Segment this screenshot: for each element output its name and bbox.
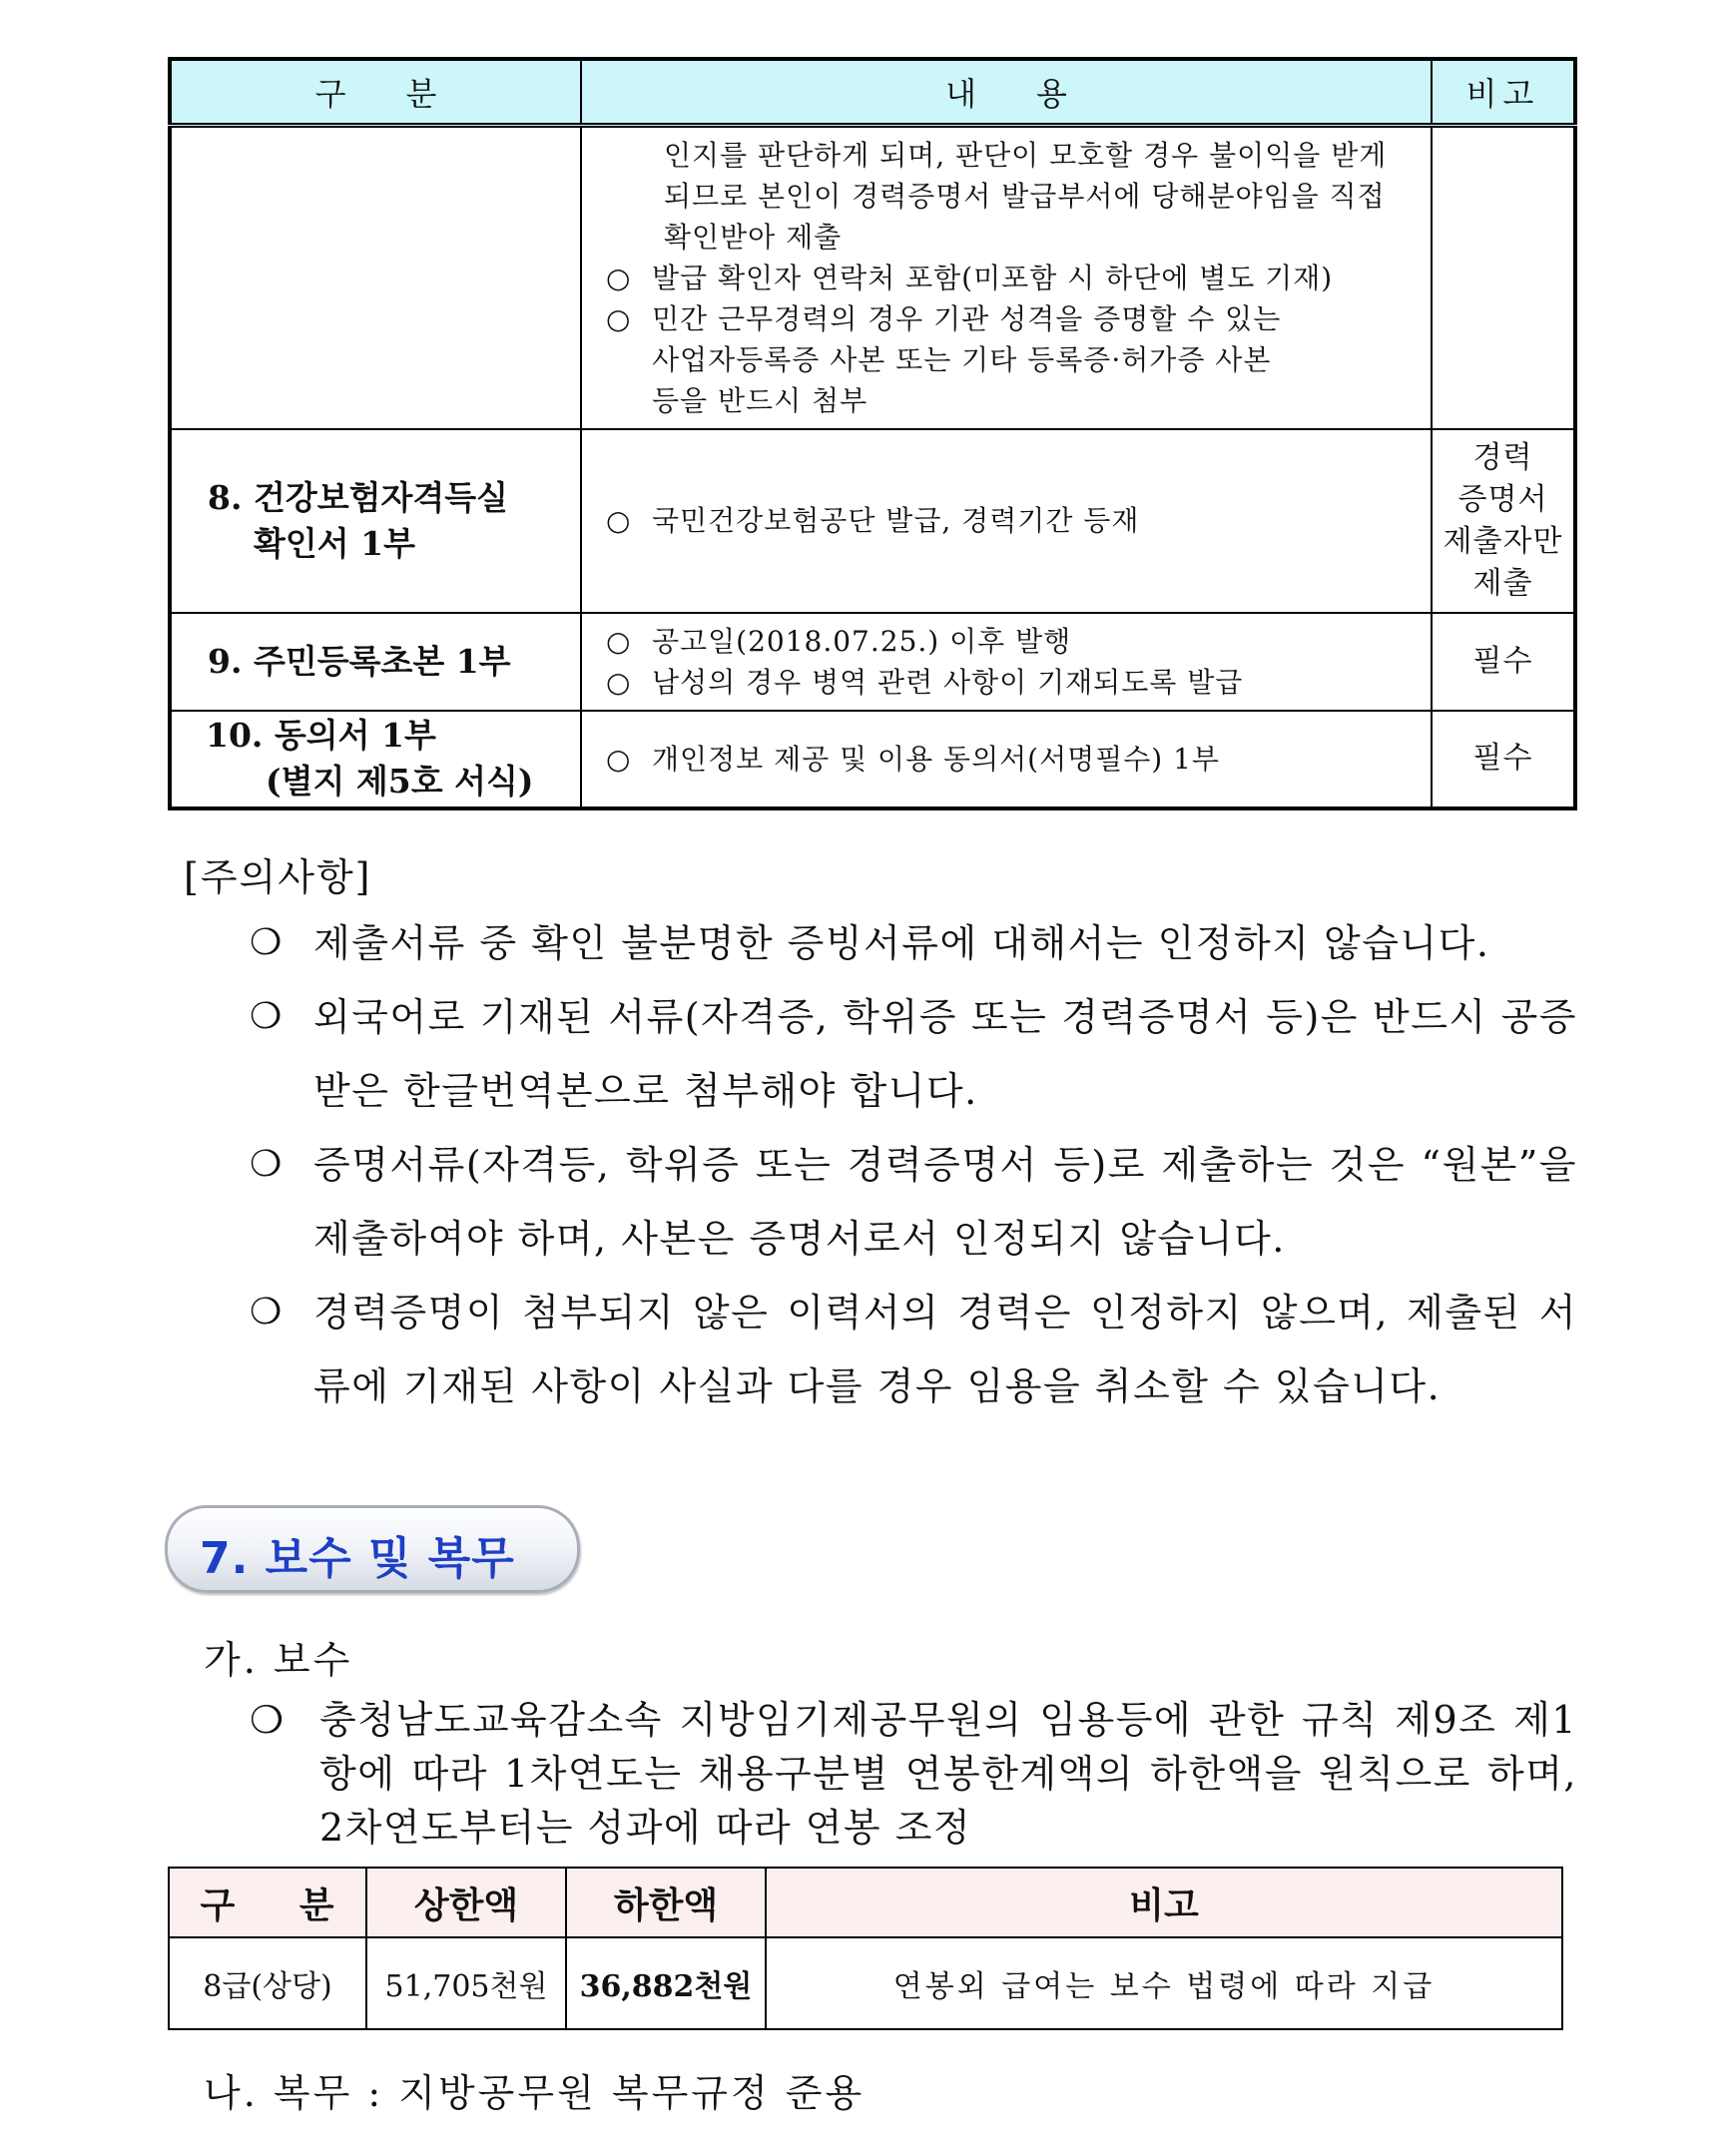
bullet-mark: ○: [606, 301, 632, 335]
category-label: 10. 동의서 1부: [206, 716, 436, 755]
content-line: 되므로 본인이 경력증명서 발급부서에 당해분야임을 직접: [664, 179, 1386, 213]
category-cell: [170, 613, 581, 711]
list-item: [250, 906, 1577, 980]
content-text: 개인정보 제공 및 이용 동의서(서명필수) 1부: [652, 742, 1220, 776]
list-item: [250, 1276, 1577, 1423]
pay-min-cell: 36,882천원: [566, 1937, 766, 2029]
content-cell: [581, 613, 1432, 711]
remark-cell: 필수: [1432, 711, 1575, 808]
bullet-mark: ○: [606, 504, 632, 537]
table-row: [170, 711, 1575, 808]
pay-header-min: 하한액: [566, 1868, 766, 1937]
category-cell: [170, 711, 581, 808]
table-row: [170, 613, 1575, 711]
content-text: 공고일(2018.07.25.) 이후 발행: [652, 624, 1072, 658]
list-item: [606, 500, 1423, 541]
content-text: 민간 근무경력의 경우 기관 성격을 증명할 수 있는 사업자등록증 사본 또는 기타 등록증·허가증 사본 등을 반드시 첨부: [652, 301, 1282, 417]
pay-remark-cell: 연봉외 급여는 보수 법령에 따라 지급: [766, 1937, 1562, 2029]
header-remark: 비고: [1432, 59, 1575, 126]
content-cell: [581, 126, 1432, 429]
list-item: [606, 258, 1423, 298]
table-row: [170, 126, 1575, 429]
pay-table: [168, 1867, 1563, 2030]
list-item: [606, 662, 1423, 703]
content-line: 인지를 판단하게 되며, 판단이 모호할 경우 불이익을 받게: [664, 138, 1388, 172]
header-content: 내용: [581, 59, 1432, 126]
category-label: (별지 제5호 서식): [266, 762, 534, 801]
circle-bullet-icon: ❍: [250, 1698, 286, 1742]
list-item: [606, 739, 1423, 780]
header-category: 구분: [170, 59, 581, 126]
circle-bullet-icon: ❍: [250, 922, 284, 963]
table-header-row: [170, 59, 1575, 126]
list-item: [250, 980, 1577, 1128]
pay-note: [250, 1693, 1577, 1855]
content-cell: [581, 711, 1432, 808]
content-cell: [581, 429, 1432, 613]
section-title: 7. 보수 및 복무: [200, 1533, 515, 1584]
note-text: 외국어로 기재된 서류(자격증, 학위증 또는 경력증명서 등)은 반드시 공증 받은 한글번역본으로 첨부해야 합니다.: [313, 995, 1577, 1113]
remark-cell: 경력 증명서 제출자만 제출: [1432, 429, 1575, 613]
category-label: 8. 건강보험자격득실: [208, 477, 508, 517]
note-text: 증명서류(자격등, 학위증 또는 경력증명서 등)로 제출하는 것은 “원본”을 제출하여야 하며, 사본은 증명서로서 인정되지 않습니다.: [313, 1143, 1577, 1261]
pay-max-cell: 51,705천원: [366, 1937, 566, 2029]
content-text: 발급 확인자 연락처 포함(미포함 시 하단에 별도 기재): [652, 261, 1334, 294]
pay-table-header-row: [169, 1868, 1562, 1937]
documents-table: [168, 57, 1577, 810]
pay-header-category: 구 분: [169, 1868, 366, 1937]
table-row: [170, 429, 1575, 613]
precautions-heading: [주의사항]: [184, 855, 372, 899]
pay-grade-cell: 8급(상당): [169, 1937, 366, 2029]
list-item: [250, 1128, 1577, 1276]
table-row: [169, 1937, 1562, 2029]
duty-line: 나. 복무 : 지방공무원 복무규정 준용: [204, 2071, 866, 2115]
precautions-list: [250, 906, 1577, 1423]
list-item: [606, 621, 1423, 662]
category-label: 9. 주민등록초본 1부: [208, 641, 511, 681]
circle-bullet-icon: ❍: [250, 1292, 284, 1333]
list-item: [606, 298, 1423, 421]
circle-bullet-icon: ❍: [250, 1144, 284, 1185]
pay-header-remark: 비고: [766, 1868, 1562, 1937]
remark-cell-empty: [1432, 126, 1575, 429]
category-cell-empty: [170, 126, 581, 429]
note-text: 경력증명이 첨부되지 않은 이력서의 경력은 인정하지 않으며, 제출된 서류에 기재된 사항이 사실과 다를 경우 임용을 취소할 수 있습니다.: [313, 1291, 1577, 1408]
pay-note-text: 충청남도교육감소속 지방임기제공무원의 임용등에 관한 규칙 제9조 제1항에 따라 1차연도는 채용구분별 연봉한계액의 하한액을 원칙으로 하며, 2차연도부터는 성과에 따라 연봉 조정: [319, 1698, 1577, 1850]
remark-cell: 필수: [1432, 613, 1575, 711]
category-label: 확인서 1부: [254, 523, 415, 563]
bullet-mark: ○: [606, 742, 632, 776]
bullet-mark: ○: [606, 261, 632, 294]
bullet-mark: ○: [606, 624, 632, 658]
content-text: 남성의 경우 병역 관련 사항이 기재되도록 발급: [652, 665, 1244, 699]
section-title-badge: [165, 1505, 580, 1593]
content-text: 국민건강보험공단 발급, 경력기간 등재: [652, 504, 1140, 537]
circle-bullet-icon: ❍: [250, 996, 284, 1037]
bullet-mark: ○: [606, 665, 632, 699]
pay-header-max: 상한액: [366, 1868, 566, 1937]
category-cell: [170, 429, 581, 613]
note-text: 제출서류 중 확인 불분명한 증빙서류에 대해서는 인정하지 않습니다.: [313, 921, 1490, 965]
content-line: 확인받아 제출: [664, 220, 843, 254]
pay-subheading: 가. 보수: [204, 1638, 353, 1682]
